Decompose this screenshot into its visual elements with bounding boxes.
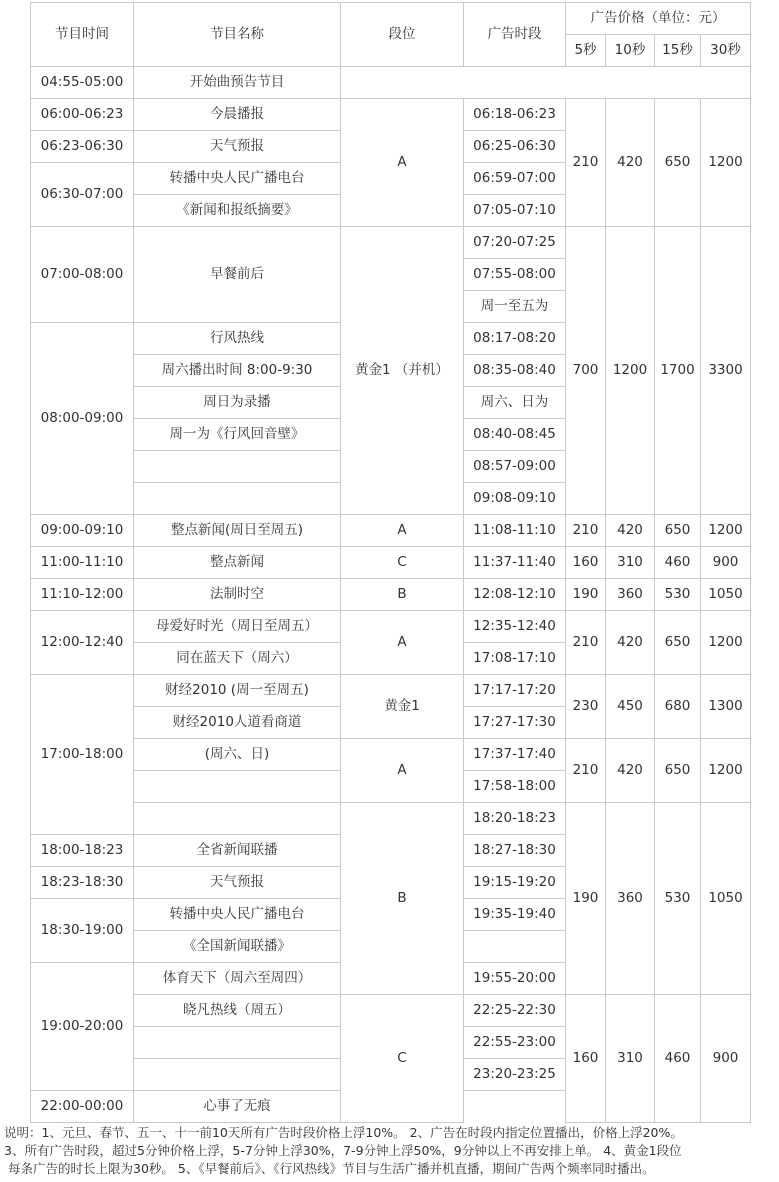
price-value: 210 (565, 738, 606, 803)
segment: A (340, 738, 464, 803)
price-value: 450 (605, 674, 655, 739)
header-duration-d5: 5秒 (565, 34, 606, 67)
ad-slot: 22:25-22:30 (463, 994, 566, 1027)
program-name: 财经2010 (周一至周五) (133, 674, 341, 707)
program-name (133, 770, 341, 803)
ad-slot: 06:18-06:23 (463, 98, 566, 131)
ad-slot: 06:59-07:00 (463, 162, 566, 195)
price-value: 650 (654, 98, 701, 227)
program-name: 转播中央人民广播电台 (133, 898, 341, 931)
program-name: 母爱好时光（周日至周五） (133, 610, 341, 643)
price-value: 420 (605, 98, 655, 227)
header-slot: 广告时段 (463, 2, 566, 67)
segment: C (340, 994, 464, 1123)
ad-slot: 08:40-08:45 (463, 418, 566, 451)
program-name: 周六播出时间 8:00-9:30 (133, 354, 341, 387)
price-value: 310 (605, 546, 655, 579)
price-value: 460 (654, 994, 701, 1123)
ad-slot: 17:58-18:00 (463, 770, 566, 803)
price-value: 700 (565, 226, 606, 515)
program-name: 早餐前后 (133, 226, 341, 323)
ad-slot: 08:17-08:20 (463, 322, 566, 355)
program-name: 天气预报 (133, 866, 341, 899)
program-name: 同在蓝天下（周六） (133, 642, 341, 675)
program-time: 12:00-12:40 (30, 610, 134, 675)
program-name: 财经2010人道看商道 (133, 706, 341, 739)
ad-slot: 06:25-06:30 (463, 130, 566, 163)
program-time: 11:10-12:00 (30, 578, 134, 611)
price-value: 210 (565, 610, 606, 675)
segment: A (340, 610, 464, 675)
header-price: 广告价格（单位：元） (565, 2, 751, 35)
segment: 黄金1 （并机） (340, 226, 464, 515)
program-time: 09:00-09:10 (30, 514, 134, 547)
program-name: 天气预报 (133, 130, 341, 163)
ad-slot: 23:20-23:25 (463, 1058, 566, 1091)
price-value: 210 (565, 514, 606, 547)
ad-slot: 11:37-11:40 (463, 546, 566, 579)
header-duration-d10: 10秒 (605, 34, 655, 67)
program-name (133, 450, 341, 483)
price-value: 160 (565, 546, 606, 579)
price-value: 650 (654, 610, 701, 675)
ad-slot: 18:27-18:30 (463, 834, 566, 867)
ad-slot: 08:57-09:00 (463, 450, 566, 483)
program-name: 转播中央人民广播电台 (133, 162, 341, 195)
price-value: 460 (654, 546, 701, 579)
price-value: 360 (605, 802, 655, 995)
note-line-2: 3、所有广告时段，超过5分钟价格上浮，5-7分钟上浮30%，7-9分钟上浮50%，9分钟以上不再安排上单。 4、黄金1段位 (4, 1143, 682, 1158)
note-line-3: 每条广告的时长上限为30秒。 5、《早餐前后》、《行风热线》节目与生活广播并机直播，期间广告两个频率同时播出。 (8, 1161, 655, 1176)
ad-slot: 19:55-20:00 (463, 962, 566, 995)
ad-slot: 07:20-07:25 (463, 226, 566, 259)
ad-slot: 08:35-08:40 (463, 354, 566, 387)
price-value: 1050 (700, 802, 751, 995)
header-name: 节目名称 (133, 2, 341, 67)
program-name: 周日为录播 (133, 386, 341, 419)
program-time: 19:00-20:00 (30, 962, 134, 1091)
program-time: 04:55-05:00 (30, 66, 134, 99)
program-time: 22:00-00:00 (30, 1090, 134, 1123)
price-value: 420 (605, 514, 655, 547)
program-name (133, 802, 341, 835)
notes (4, 1124, 778, 1178)
program-name: 全省新闻联播 (133, 834, 341, 867)
ad-slot: 周六、日为 (463, 386, 566, 419)
program-time: 07:00-08:00 (30, 226, 134, 323)
ad-slot: 22:55-23:00 (463, 1026, 566, 1059)
program-name: 《新闻和报纸摘要》 (133, 194, 341, 227)
ad-slot: 07:55-08:00 (463, 258, 566, 291)
program-time: 17:00-18:00 (30, 674, 134, 835)
price-value: 420 (605, 610, 655, 675)
price-value: 230 (565, 674, 606, 739)
ad-slot: 12:08-12:10 (463, 578, 566, 611)
program-name: 体育天下（周六至周四） (133, 962, 341, 995)
segment: B (340, 802, 464, 995)
price-value: 530 (654, 578, 701, 611)
empty-cell (340, 66, 751, 99)
price-value: 1200 (700, 98, 751, 227)
ad-slot: 11:08-11:10 (463, 514, 566, 547)
program-time: 06:30-07:00 (30, 162, 134, 227)
segment: B (340, 578, 464, 611)
header-duration-d30: 30秒 (700, 34, 751, 67)
price-value: 3300 (700, 226, 751, 515)
header-time: 节目时间 (30, 2, 134, 67)
program-name: 整点新闻 (133, 546, 341, 579)
price-value: 650 (654, 514, 701, 547)
program-name: 心事了无痕 (133, 1090, 341, 1123)
program-time: 18:00-18:23 (30, 834, 134, 867)
segment: 黄金1 (340, 674, 464, 739)
price-value: 1700 (654, 226, 701, 515)
program-time: 06:23-06:30 (30, 130, 134, 163)
program-time: 18:23-18:30 (30, 866, 134, 899)
price-value: 650 (654, 738, 701, 803)
ad-slot: 17:27-17:30 (463, 706, 566, 739)
program-name: 周一为《行风回音壁》 (133, 418, 341, 451)
program-name: 《全国新闻联播》 (133, 930, 341, 963)
price-value: 210 (565, 98, 606, 227)
price-value: 900 (700, 994, 751, 1123)
header-segment: 段位 (340, 2, 464, 67)
ad-slot (463, 930, 566, 963)
program-name: (周六、日) (133, 738, 341, 771)
price-value: 530 (654, 802, 701, 995)
segment: A (340, 514, 464, 547)
price-value: 190 (565, 802, 606, 995)
price-value: 1200 (700, 514, 751, 547)
header-duration-d15: 15秒 (654, 34, 701, 67)
ad-slot: 19:35-19:40 (463, 898, 566, 931)
program-name (133, 482, 341, 515)
program-name: 晓凡热线（周五） (133, 994, 341, 1027)
note-line-1: 说明：1、元旦、春节、五一、十一前10天所有广告时段价格上浮10%。 2、广告在时段内指定位置播出，价格上浮20%。 (4, 1125, 683, 1140)
price-value: 900 (700, 546, 751, 579)
ad-slot: 17:17-17:20 (463, 674, 566, 707)
price-value: 360 (605, 578, 655, 611)
price-value: 1300 (700, 674, 751, 739)
program-name: 法制时空 (133, 578, 341, 611)
price-value: 190 (565, 578, 606, 611)
segment: A (340, 98, 464, 227)
program-name: 行风热线 (133, 322, 341, 355)
ad-slot: 12:35-12:40 (463, 610, 566, 643)
program-time: 11:00-11:10 (30, 546, 134, 579)
price-value: 1200 (605, 226, 655, 515)
program-name (133, 1026, 341, 1059)
ad-slot: 18:20-18:23 (463, 802, 566, 835)
segment: C (340, 546, 464, 579)
ad-slot: 17:08-17:10 (463, 642, 566, 675)
price-value: 1200 (700, 738, 751, 803)
program-name: 今晨播报 (133, 98, 341, 131)
price-value: 310 (605, 994, 655, 1123)
program-time: 06:00-06:23 (30, 98, 134, 131)
program-name: 整点新闻(周日至周五) (133, 514, 341, 547)
ad-slot: 17:37-17:40 (463, 738, 566, 771)
program-time: 18:30-19:00 (30, 898, 134, 963)
program-name (133, 1058, 341, 1091)
price-value: 1050 (700, 578, 751, 611)
ad-slot: 07:05-07:10 (463, 194, 566, 227)
program-time: 08:00-09:00 (30, 322, 134, 515)
program-name: 开始曲预告节目 (133, 66, 341, 99)
price-value: 160 (565, 994, 606, 1123)
price-value: 680 (654, 674, 701, 739)
price-value: 1200 (700, 610, 751, 675)
ad-slot: 09:08-09:10 (463, 482, 566, 515)
price-value: 420 (605, 738, 655, 803)
ad-slot: 周一至五为 (463, 290, 566, 323)
ad-slot: 19:15-19:20 (463, 866, 566, 899)
